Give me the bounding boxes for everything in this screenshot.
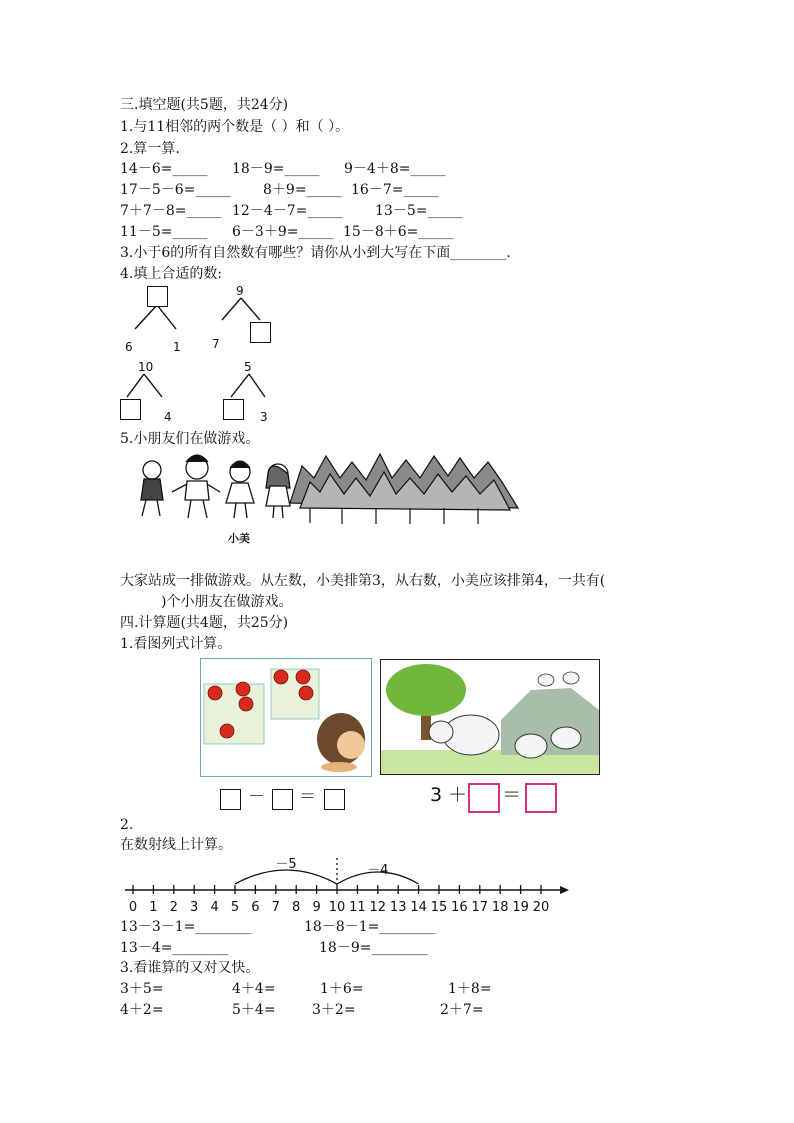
number-line-tick-label: 9 — [312, 900, 321, 915]
number-bond-diagrams — [110, 282, 310, 427]
answer-box[interactable] — [223, 399, 244, 420]
answer-box[interactable] — [272, 789, 293, 810]
question-3-5-text-line1: 大家站成一排做游戏。从左数，小美排第3，从右数，小美应该排第4，一共有( — [120, 573, 606, 589]
calc-item: 13－5=_____ — [375, 203, 463, 219]
answer-box[interactable] — [250, 322, 271, 343]
arc-label-minus-5: －5 — [275, 857, 297, 872]
question-3-5-title: 5.小朋友们在做游戏。 — [120, 431, 260, 447]
formula-1 — [200, 784, 370, 812]
apples-hedgehog-picture — [200, 658, 372, 777]
answer-box[interactable] — [120, 399, 141, 420]
number-line-tick-label: 7 — [271, 900, 280, 915]
question-3-5-text-line2: )个小朋友在做游戏。 — [161, 594, 293, 610]
number-line-tick-label: 18 — [491, 900, 509, 915]
children-and-trees-illustration — [130, 448, 522, 528]
number-line-tick-label: 4 — [210, 900, 219, 915]
bond-right-number: 3 — [260, 410, 268, 424]
number-line-tick-label: 1 — [149, 900, 158, 915]
number-line-arrowhead — [560, 886, 569, 894]
number-line-tick-label: 17 — [471, 900, 489, 915]
equals-sign: ＝ — [299, 787, 316, 807]
quick-calc-item: 1＋6= — [320, 981, 364, 997]
number-line-tick-label: 8 — [292, 900, 301, 915]
bond-left-number: 6 — [125, 340, 133, 354]
question-4-2-number: 2. — [120, 817, 134, 833]
bond-top-number: 10 — [138, 360, 154, 374]
number-line-tick-label: 0 — [128, 900, 138, 915]
bond-top-number: 9 — [236, 284, 244, 298]
calc-item: 8＋9=_____ — [263, 182, 342, 198]
number-line-tick-label: 14 — [410, 900, 427, 915]
number-line — [120, 856, 580, 918]
bond-right-number: 1 — [173, 340, 181, 354]
number-line-tick-label: 19 — [512, 900, 529, 915]
question-4-3-title: 3.看谁算的又对又快。 — [120, 960, 260, 976]
question-3-2-title: 2.算一算. — [120, 141, 180, 157]
bond-left-number: 7 — [212, 337, 220, 351]
calc-item: 14－6=_____ — [120, 161, 208, 177]
number-line-tick-label: 3 — [190, 900, 199, 915]
equals-sign: ＝ — [502, 784, 522, 806]
quick-calc-item: 1＋8= — [448, 981, 492, 997]
calc-item: 12－4－7=_____ — [232, 203, 343, 219]
quick-calc-item: 3＋5= — [120, 981, 164, 997]
calc-item: 9－4＋8=_____ — [344, 161, 446, 177]
number-line-tick-label: 10 — [328, 900, 346, 915]
numberline-calc: 13－3－1=________ — [120, 919, 252, 935]
addend-number: 3 — [430, 784, 443, 806]
quick-calc-item: 3＋2= — [312, 1002, 356, 1018]
number-line-tick-label: 12 — [369, 900, 387, 915]
bond-top-number: 5 — [244, 360, 252, 374]
numberline-calc: 18－8－1=________ — [304, 919, 436, 935]
number-line-tick-label: 20 — [532, 900, 550, 915]
number-line-tick-label: 13 — [389, 900, 407, 915]
minus-sign: － — [248, 787, 265, 807]
calc-item: 7＋7－8=_____ — [120, 203, 222, 219]
quick-calc-item: 5＋4= — [232, 1002, 276, 1018]
answer-box[interactable] — [220, 789, 241, 810]
number-line-tick-label: 11 — [349, 900, 366, 915]
plus-sign: ＋ — [448, 784, 468, 806]
question-4-2-title: 在数射线上计算。 — [120, 837, 232, 853]
question-3-4-title: 4.填上合适的数: — [120, 266, 223, 282]
numberline-calc: 13－4=________ — [120, 940, 229, 956]
numberline-calc: 18－9=________ — [319, 940, 428, 956]
number-line-tick-label: 6 — [251, 900, 260, 915]
question-3-3: 3.小于6的所有自然数有哪些？请你从小到大写在下面________. — [120, 245, 511, 261]
number-line-tick-label: 15 — [430, 900, 448, 915]
question-4-1-title: 1.看图列式计算。 — [120, 636, 232, 652]
quick-calc-item: 4＋2= — [120, 1002, 164, 1018]
calc-item: 18－9=_____ — [232, 161, 320, 177]
formula-2 — [380, 780, 598, 814]
xiaomei-caption: 小美 — [228, 532, 250, 545]
calc-item: 16－7=_____ — [351, 182, 439, 198]
number-line-tick-label: 2 — [169, 900, 178, 915]
quick-calc-item: 4＋4= — [232, 981, 276, 997]
number-line-tick-label: 5 — [230, 900, 240, 915]
bond-right-number: 4 — [164, 410, 172, 424]
section3-title: 三.填空题(共5题，共24分) — [120, 97, 289, 113]
number-line-tick-label: 16 — [451, 900, 468, 915]
jump-arc-minus-5 — [235, 870, 337, 884]
calc-item: 17－5－6=_____ — [120, 182, 231, 198]
question-3-1: 1.与11相邻的两个数是（ ）和（ ）。 — [120, 119, 350, 135]
answer-box[interactable] — [468, 783, 500, 813]
quick-calc-item: 2＋7= — [440, 1002, 484, 1018]
arc-label-minus-4: －4 — [367, 863, 389, 878]
answer-box[interactable] — [147, 286, 168, 307]
calc-item: 11－5=_____ — [120, 224, 208, 240]
sheep-picture — [380, 659, 600, 775]
number-line-svg — [120, 856, 580, 918]
calc-item: 15－8＋6=_____ — [343, 224, 454, 240]
section4-title: 四.计算题(共4题，共25分) — [120, 615, 289, 631]
answer-box[interactable] — [525, 783, 557, 813]
answer-box[interactable] — [324, 789, 345, 810]
calc-item: 6－3＋9=_____ — [232, 224, 334, 240]
